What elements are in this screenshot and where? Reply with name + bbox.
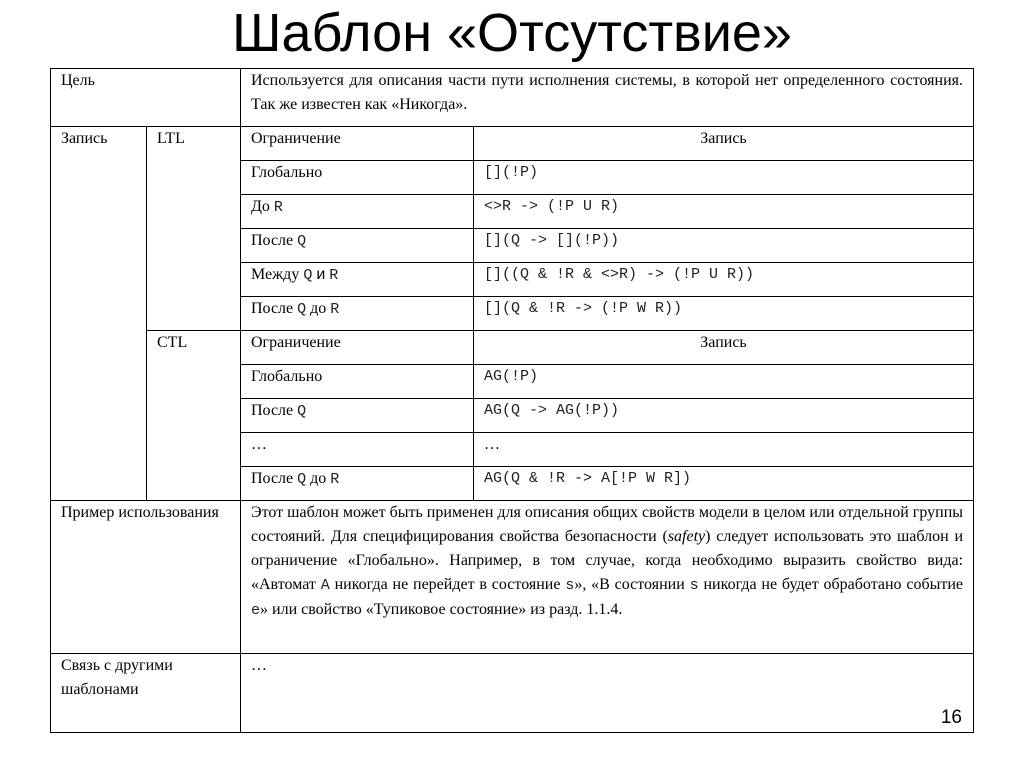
ellipsis: … [251, 436, 267, 453]
ltl-formula: [](!P) [474, 161, 974, 195]
constraint-word: После [251, 402, 294, 419]
text-run: » или свойство «Тупиковое состояние» из разд. 1.1.4. [260, 601, 623, 618]
ctl-formula: AG(!P) [474, 365, 974, 399]
ltl-constraint [241, 195, 474, 229]
constraint-word: Между [251, 266, 300, 283]
ltl-header-row [51, 127, 974, 161]
constraint-conj: до [310, 300, 327, 317]
goal-label: Цель [51, 69, 241, 127]
ctl-formula: … [474, 433, 974, 467]
code-term: e [251, 602, 261, 619]
goal-row [51, 69, 974, 127]
constraint-word: После [251, 300, 294, 317]
ltl-formula: [](Q -> [](!P)) [474, 229, 974, 263]
ctl-formula: AG(Q -> AG(!P)) [474, 399, 974, 433]
constraint-word: После [251, 470, 294, 487]
constraint-var: R [329, 267, 339, 284]
constraint-conj: до [310, 470, 327, 487]
example-text [241, 501, 974, 654]
goal-text: Используется для описания части пути исполнения системы, в которой нет определенного состояния. Так же известен как «Никогда». [241, 69, 974, 127]
code-term: s [565, 577, 575, 594]
text-run: никогда не будет обработано событие [698, 576, 964, 593]
ltl-col-notation: Запись [474, 127, 974, 161]
ctl-constraint [241, 399, 474, 433]
constraint-var: Q [297, 233, 307, 250]
ltl-formula: [](Q & !R -> (!P W R)) [474, 297, 974, 331]
constraint-var: R [330, 471, 340, 488]
ctl-label: CTL [147, 331, 241, 501]
constraint-conj: и [316, 266, 326, 283]
constraint-word: После [251, 232, 294, 249]
code-term: A [320, 577, 330, 594]
ctl-constraint [241, 365, 474, 399]
constraint-var: Q [297, 471, 307, 488]
relations-row [51, 654, 974, 733]
slide-title: Шаблон «Отсутствие» [232, 3, 792, 63]
notation-label: Запись [51, 127, 147, 501]
text-run: ) следует использовать это шаблон и ограничение «Глобально». Например, в том случае, когда необходимо выразить свойство вида: «Автомат [251, 528, 964, 593]
relations-text: … [241, 654, 974, 733]
constraint-var: R [273, 199, 283, 216]
ltl-col-constraint: Ограничение [241, 127, 474, 161]
constraint-word: Глобально [251, 164, 323, 181]
constraint-var: Q [303, 267, 313, 284]
ctl-constraint [241, 467, 474, 501]
ctl-header-row [51, 331, 974, 365]
example-row [51, 501, 974, 654]
text-run: Этот шаблон может быть применен для описания общих свойств модели в целом или отдельной группы состояний. Для специфицирования свойства безопасности ( [251, 504, 964, 545]
relations-label: Связь с другими шаблонами [51, 654, 241, 733]
constraint-word: До [251, 198, 270, 215]
page-number: 16 [940, 707, 962, 728]
constraint-word: Глобально [251, 368, 323, 385]
code-term: s [689, 577, 699, 594]
ltl-constraint [241, 263, 474, 297]
text-run: никогда не перейдет в состояние [329, 576, 566, 593]
ltl-constraint [241, 229, 474, 263]
ltl-formula: []((Q & !R & <>R) -> (!P U R)) [474, 263, 974, 297]
constraint-var: Q [297, 403, 307, 420]
ctl-constraint [241, 433, 474, 467]
ltl-constraint [241, 161, 474, 195]
ltl-formula: <>R -> (!P U R) [474, 195, 974, 229]
ctl-formula: AG(Q & !R -> A[!P W R]) [474, 467, 974, 501]
ctl-col-notation: Запись [474, 331, 974, 365]
ctl-col-constraint: Ограничение [241, 331, 474, 365]
constraint-var: R [330, 301, 340, 318]
ltl-label: LTL [147, 127, 241, 331]
ltl-constraint [241, 297, 474, 331]
example-label: Пример использования [51, 501, 241, 654]
pattern-table [50, 68, 974, 733]
italic-term: safety [667, 528, 706, 545]
constraint-var: Q [297, 301, 307, 318]
text-run: », «В состоянии [574, 576, 690, 593]
